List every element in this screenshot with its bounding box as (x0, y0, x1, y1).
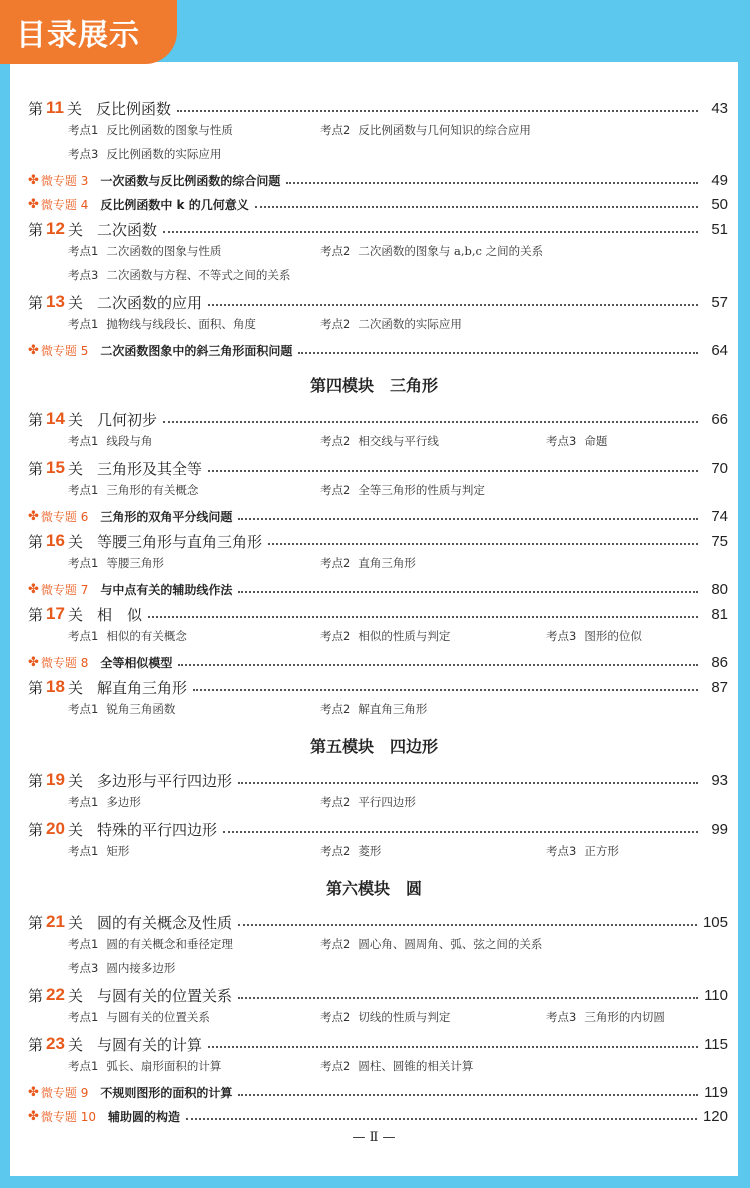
knowledge-point (68, 1058, 221, 1074)
page-number: 115 (704, 1035, 728, 1053)
knowledge-point-row (68, 936, 728, 956)
knowledge-point-label: 考点1 (68, 844, 99, 858)
chapter-title: 多边形与平行四边形 (96, 771, 232, 790)
table-of-contents (10, 62, 738, 1176)
chapter-prefix: 第 (28, 293, 44, 312)
special-topic-row[interactable] (28, 169, 728, 191)
chapter-title: 圆的有关概念及性质 (96, 913, 232, 932)
module-heading: 第五模块 四边形 (309, 737, 438, 756)
knowledge-point (546, 433, 607, 449)
knowledge-point-text: 三角形的有关概念 (106, 483, 199, 497)
cross-icon: ✤ (28, 581, 39, 597)
chapter-number: 20 (46, 819, 65, 838)
knowledge-point-row (68, 482, 728, 502)
chapter-prefix: 第 (28, 913, 44, 932)
chapter-suffix: 关 (67, 820, 83, 839)
knowledge-point-row (68, 701, 728, 721)
chapter-prefix: 第 (28, 220, 44, 239)
special-topic-label: 微专题 8 (40, 655, 89, 670)
chapter-number: 12 (46, 219, 65, 238)
special-topic-label: 微专题 5 (40, 343, 89, 358)
knowledge-point (68, 1009, 210, 1025)
knowledge-point-text: 全等三角形的性质与判定 (358, 483, 485, 497)
knowledge-point (68, 794, 141, 810)
chapter-prefix: 第 (28, 99, 44, 118)
chapter-suffix: 关 (67, 220, 83, 239)
knowledge-point-label: 考点2 (320, 1010, 351, 1024)
page-number: 86 (711, 653, 728, 671)
cross-icon: ✤ (28, 508, 39, 524)
knowledge-point-row (68, 628, 728, 648)
chapter-row[interactable] (28, 910, 728, 934)
knowledge-point-label: 考点1 (68, 702, 99, 716)
chapter-row[interactable] (28, 96, 728, 120)
page-number: 81 (711, 605, 728, 623)
chapter-title: 解直角三角形 (96, 678, 187, 697)
chapter-row[interactable] (28, 290, 728, 314)
knowledge-point (320, 316, 462, 332)
chapter-number: 21 (46, 912, 65, 931)
knowledge-point-label: 考点1 (68, 556, 99, 570)
knowledge-point-text: 切线的性质与判定 (358, 1010, 451, 1024)
knowledge-point-label: 考点2 (320, 556, 351, 570)
knowledge-point-label: 考点1 (68, 244, 99, 258)
knowledge-point-text: 二次函数的图象与性质 (106, 244, 222, 258)
chapter-prefix: 第 (28, 1035, 44, 1054)
chapter-row[interactable] (28, 1032, 728, 1056)
dot-leader (255, 206, 698, 208)
dot-leader (177, 110, 698, 112)
special-topic-label: 微专题 10 (40, 1109, 96, 1124)
knowledge-point (320, 122, 531, 138)
knowledge-point-text: 解直角三角形 (358, 702, 428, 716)
chapter-number: 14 (46, 409, 65, 428)
knowledge-point (546, 843, 619, 859)
knowledge-point (320, 482, 485, 498)
knowledge-point-label: 考点2 (320, 434, 351, 448)
knowledge-point-label: 考点3 (68, 268, 99, 282)
knowledge-point-text: 与圆有关的位置关系 (106, 1010, 210, 1024)
special-topic-row[interactable] (28, 651, 728, 673)
knowledge-point-label: 考点1 (68, 317, 99, 331)
knowledge-point-label: 考点2 (320, 844, 351, 858)
knowledge-point-label: 考点1 (68, 1010, 99, 1024)
knowledge-point-text: 反比例函数的实际应用 (106, 147, 222, 161)
page-number: 64 (711, 341, 728, 359)
knowledge-point-label: 考点2 (320, 795, 351, 809)
knowledge-point-text: 二次函数与方程、不等式之间的关系 (106, 268, 291, 282)
knowledge-point-label: 考点2 (320, 1059, 351, 1073)
chapter-row[interactable] (28, 456, 728, 480)
knowledge-point (68, 433, 152, 449)
chapter-row[interactable] (28, 817, 728, 841)
knowledge-point-label: 考点3 (546, 434, 577, 448)
chapter-title: 几何初步 (96, 410, 157, 429)
chapter-suffix: 关 (67, 410, 83, 429)
chapter-suffix: 关 (67, 913, 83, 932)
chapter-prefix: 第 (28, 986, 44, 1005)
chapter-title: 反比例函数 (96, 99, 172, 118)
knowledge-point (320, 701, 427, 717)
knowledge-point-text: 线段与角 (106, 434, 153, 448)
chapter-row[interactable] (28, 407, 728, 431)
special-topic-title: 与中点有关的辅助线作法 (100, 582, 233, 597)
header-banner: 目录展示 (0, 0, 177, 64)
knowledge-point-text: 锐角三角函数 (106, 702, 176, 716)
page-number: 70 (711, 459, 728, 477)
knowledge-point (68, 628, 187, 644)
knowledge-point-text: 圆柱、圆锥的相关计算 (358, 1059, 474, 1073)
knowledge-point-label: 考点2 (320, 123, 351, 137)
dot-leader (286, 182, 698, 184)
knowledge-point (320, 243, 543, 259)
chapter-prefix: 第 (28, 459, 44, 478)
knowledge-point (320, 628, 450, 644)
knowledge-point-text: 命题 (584, 434, 608, 448)
dot-leader (208, 470, 698, 472)
knowledge-point (68, 267, 290, 283)
dot-leader (238, 591, 698, 593)
special-topic-title: 辅助圆的构造 (108, 1109, 181, 1124)
knowledge-point (320, 936, 542, 952)
knowledge-point (68, 122, 233, 138)
knowledge-point-text: 反比例函数与几何知识的综合应用 (358, 123, 531, 137)
chapter-row[interactable] (28, 217, 728, 241)
cross-icon: ✤ (28, 1108, 39, 1124)
page-number: 43 (711, 99, 728, 117)
knowledge-point-row (68, 146, 728, 166)
knowledge-point-label: 考点1 (68, 937, 99, 951)
knowledge-point-label: 考点1 (68, 123, 99, 137)
chapter-row[interactable] (28, 529, 728, 553)
chapter-suffix: 关 (67, 986, 83, 1005)
knowledge-point-text: 矩形 (106, 844, 130, 858)
knowledge-point-text: 菱形 (358, 844, 382, 858)
module-heading: 第六模块 圆 (325, 879, 422, 898)
knowledge-point (68, 146, 221, 162)
chapter-row[interactable] (28, 602, 728, 626)
knowledge-point-label: 考点2 (320, 937, 351, 951)
chapter-prefix: 第 (28, 410, 44, 429)
knowledge-point (320, 1009, 450, 1025)
page-number: 66 (711, 410, 728, 428)
chapter-prefix: 第 (28, 678, 44, 697)
special-topic-row[interactable] (28, 1105, 728, 1127)
knowledge-point-row (68, 1058, 728, 1078)
knowledge-point (320, 1058, 473, 1074)
dot-leader (208, 1046, 698, 1048)
dot-leader (193, 689, 698, 691)
knowledge-point-text: 相似的性质与判定 (358, 629, 451, 643)
page-number: 87 (711, 678, 728, 696)
special-topic-title: 反比例函数中 k 的几何意义 (100, 197, 249, 212)
knowledge-point-row (68, 122, 728, 142)
module-heading: 第四模块 三角形 (309, 376, 438, 395)
special-topic-label: 微专题 6 (40, 509, 89, 524)
knowledge-point-text: 正方形 (584, 844, 619, 858)
dot-leader (238, 924, 697, 926)
knowledge-point-label: 考点1 (68, 1059, 99, 1073)
knowledge-point-label: 考点1 (68, 434, 99, 448)
knowledge-point-row (68, 1009, 728, 1029)
knowledge-point-text: 二次函数的实际应用 (358, 317, 462, 331)
page-number: 80 (711, 580, 728, 598)
chapter-number: 18 (46, 677, 65, 696)
knowledge-point-text: 平行四边形 (358, 795, 416, 809)
knowledge-point-row (68, 433, 728, 453)
chapter-suffix: 关 (67, 678, 83, 697)
knowledge-point-label: 考点3 (546, 844, 577, 858)
page-number: 120 (702, 1107, 728, 1125)
chapter-title: 相 似 (96, 605, 142, 624)
special-topic-title: 不规则图形的面积的计算 (100, 1085, 233, 1100)
dot-leader (186, 1118, 697, 1120)
dot-leader (268, 543, 698, 545)
chapter-suffix: 关 (67, 293, 83, 312)
chapter-title: 三角形及其全等 (96, 459, 202, 478)
chapter-number: 11 (46, 98, 64, 117)
dot-leader (223, 831, 698, 833)
special-topic-label: 微专题 3 (40, 173, 89, 188)
special-topic-row[interactable] (28, 505, 728, 527)
special-topic-row[interactable] (28, 1081, 728, 1103)
knowledge-point (68, 482, 198, 498)
knowledge-point-row (68, 316, 728, 336)
dot-leader (238, 518, 698, 520)
knowledge-point-text: 三角形的内切圆 (584, 1010, 665, 1024)
chapter-prefix: 第 (28, 605, 44, 624)
page-number: 49 (711, 171, 728, 189)
chapter-title: 等腰三角形与直角三角形 (96, 532, 262, 551)
knowledge-point-text: 二次函数的图象与 a,b,c 之间的关系 (358, 244, 544, 258)
dot-leader (238, 997, 698, 999)
knowledge-point-text: 相交线与平行线 (358, 434, 439, 448)
toc-page (10, 62, 738, 1176)
knowledge-point-label: 考点2 (320, 702, 351, 716)
special-topic-label: 微专题 4 (40, 197, 89, 212)
page-footer: — Ⅱ — (352, 1130, 396, 1145)
knowledge-point-label: 考点3 (546, 629, 577, 643)
cross-icon: ✤ (28, 172, 39, 188)
page-number: 105 (702, 913, 728, 931)
dot-leader (298, 352, 698, 354)
knowledge-point-label: 考点2 (320, 629, 351, 643)
knowledge-point (68, 243, 221, 259)
knowledge-point-text: 直角三角形 (358, 556, 416, 570)
chapter-suffix: 关 (67, 771, 83, 790)
chapter-title: 二次函数的应用 (96, 293, 202, 312)
knowledge-point-row (68, 794, 728, 814)
chapter-suffix: 关 (67, 605, 83, 624)
knowledge-point-label: 考点2 (320, 483, 351, 497)
chapter-number: 19 (46, 770, 65, 789)
knowledge-point (320, 433, 439, 449)
knowledge-point-row (68, 843, 728, 863)
chapter-title: 与圆有关的位置关系 (96, 986, 232, 1005)
knowledge-point (68, 701, 175, 717)
knowledge-point-text: 反比例函数的图象与性质 (106, 123, 233, 137)
knowledge-point (68, 936, 233, 952)
knowledge-point-text: 弧长、扇形面积的计算 (106, 1059, 222, 1073)
chapter-suffix: 关 (67, 532, 83, 551)
knowledge-point (68, 843, 129, 859)
page-number: 75 (711, 532, 728, 550)
knowledge-point-text: 抛物线与线段长、面积、角度 (106, 317, 256, 331)
knowledge-point-label: 考点2 (320, 244, 351, 258)
cross-icon: ✤ (28, 1084, 39, 1100)
chapter-prefix: 第 (28, 771, 44, 790)
knowledge-point-text: 圆的有关概念和垂径定理 (106, 937, 233, 951)
knowledge-point-text: 圆内接多边形 (106, 961, 176, 975)
knowledge-point-label: 考点3 (546, 1010, 577, 1024)
page-number: 74 (711, 507, 728, 525)
dot-leader (238, 782, 698, 784)
page-number: 110 (704, 986, 728, 1004)
special-topic-title: 三角形的双角平分线问题 (100, 509, 233, 524)
special-topic-title: 一次函数与反比例函数的综合问题 (100, 173, 281, 188)
page-number: 57 (711, 293, 728, 311)
chapter-row[interactable] (28, 675, 728, 699)
knowledge-point-label: 考点1 (68, 629, 99, 643)
knowledge-point-label: 考点3 (68, 147, 99, 161)
chapter-suffix: 关 (67, 99, 83, 118)
special-topic-row[interactable] (28, 193, 728, 215)
special-topic-label: 微专题 9 (40, 1085, 89, 1100)
chapter-title: 二次函数 (96, 220, 157, 239)
knowledge-point-label: 考点1 (68, 483, 99, 497)
chapter-prefix: 第 (28, 820, 44, 839)
knowledge-point-text: 多边形 (106, 795, 141, 809)
knowledge-point-text: 等腰三角形 (106, 556, 164, 570)
chapter-suffix: 关 (67, 1035, 83, 1054)
special-topic-title: 二次函数图象中的斜三角形面积问题 (100, 343, 293, 358)
cross-icon: ✤ (28, 342, 39, 358)
chapter-row[interactable] (28, 768, 728, 792)
dot-leader (163, 231, 698, 233)
knowledge-point (546, 1009, 665, 1025)
knowledge-point-label: 考点1 (68, 795, 99, 809)
page-number: 51 (711, 220, 728, 238)
chapter-suffix: 关 (67, 459, 83, 478)
chapter-title: 与圆有关的计算 (96, 1035, 202, 1054)
page-number: 93 (711, 771, 728, 789)
dot-leader (178, 664, 698, 666)
knowledge-point-text: 圆心角、圆周角、弧、弦之间的关系 (358, 937, 543, 951)
knowledge-point (68, 555, 164, 571)
knowledge-point-row (68, 555, 728, 575)
cross-icon: ✤ (28, 654, 39, 670)
cross-icon: ✤ (28, 196, 39, 212)
knowledge-point (68, 960, 175, 976)
knowledge-point (320, 794, 416, 810)
page-number: 50 (711, 195, 728, 213)
chapter-number: 23 (46, 1034, 65, 1053)
chapter-prefix: 第 (28, 532, 44, 551)
dot-leader (208, 304, 698, 306)
knowledge-point-row (68, 267, 728, 287)
special-topic-title: 全等相似模型 (100, 655, 173, 670)
knowledge-point-label: 考点2 (320, 317, 351, 331)
dot-leader (148, 616, 698, 618)
page-number: 99 (711, 820, 728, 838)
chapter-number: 15 (46, 458, 65, 477)
knowledge-point-text: 图形的位似 (584, 629, 642, 643)
chapter-number: 16 (46, 531, 65, 550)
special-topic-label: 微专题 7 (40, 582, 89, 597)
knowledge-point (546, 628, 642, 644)
chapter-title: 特殊的平行四边形 (96, 820, 217, 839)
knowledge-point (320, 843, 381, 859)
knowledge-point (68, 316, 256, 332)
dot-leader (163, 421, 698, 423)
knowledge-point-text: 相似的有关概念 (106, 629, 187, 643)
knowledge-point-row (68, 960, 728, 980)
knowledge-point-row (68, 243, 728, 263)
chapter-number: 22 (46, 985, 65, 1004)
special-topic-row[interactable] (28, 339, 728, 361)
dot-leader (238, 1094, 698, 1096)
page-number: 119 (704, 1083, 728, 1101)
knowledge-point-label: 考点3 (68, 961, 99, 975)
chapter-number: 17 (46, 604, 65, 623)
chapter-number: 13 (46, 292, 65, 311)
knowledge-point (320, 555, 416, 571)
chapter-row[interactable] (28, 983, 728, 1007)
special-topic-row[interactable] (28, 578, 728, 600)
